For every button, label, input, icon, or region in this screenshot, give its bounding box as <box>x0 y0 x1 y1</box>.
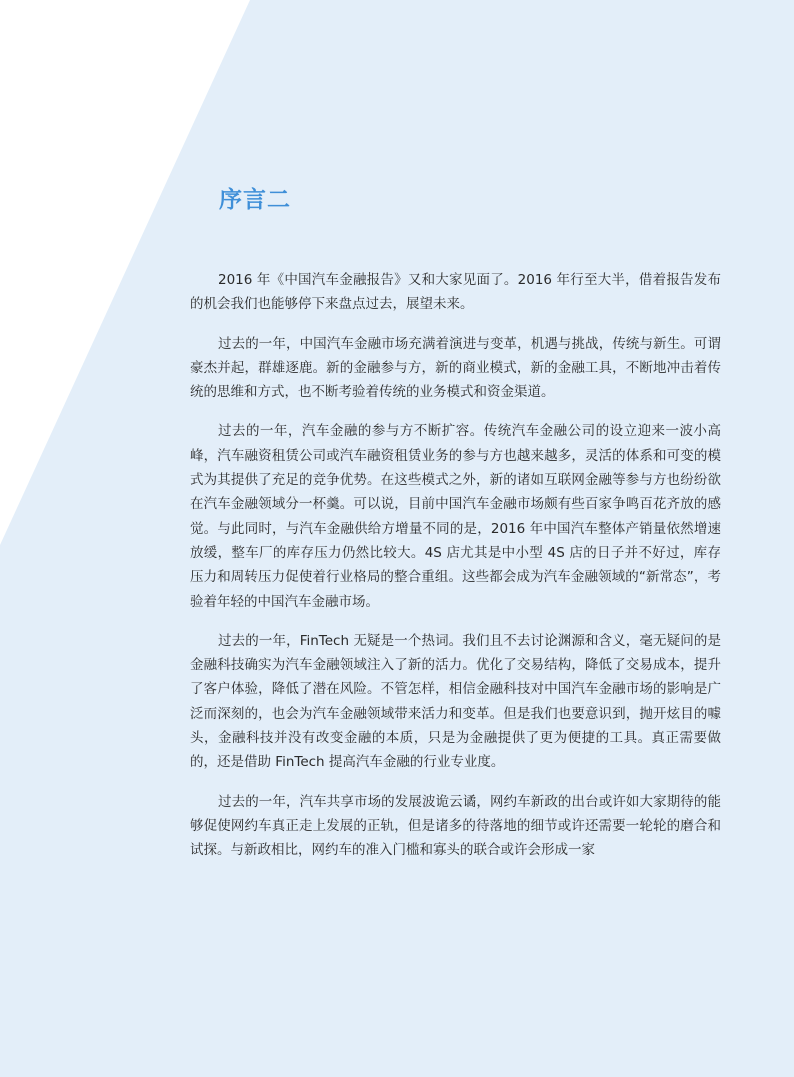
paragraph: 2016 年《中国汽车金融报告》又和大家见面了。2016 年行至大半，借着报告发布的机会我们也能够停下来盘点过去，展望未来。 <box>190 272 721 313</box>
paragraph: 过去的一年，汽车金融的参与方不断扩容。传统汽车金融公司的设立迎来一波小高峰，汽车融资租赁公司或汽车融资租赁业务的参与方也越来越多，灵活的体系和可变的模式为其提供了充足的竞争优势。在这些模式之外，新的诸如互联网金融等参与方也纷纷欲在汽车金融领域分一杯羹。可以说，目前中国汽车金融市场颇有些百家争鸣百花齐放的感觉。与此同时，与汽车金融供给方增量不同的是，2016 年中国汽车整体产销量依然增速放缓，整车厂的库存压力仍然比较大。4S 店尤其是中小型 4S 店的日子并不好过，库存压力和周转压力促使着行业格局的整合重组。这些都会成为汽车金融领域的“新常态”，考验着年轻的中国汽车金融市场。 <box>190 423 721 610</box>
paragraph: 过去的一年，FinTech 无疑是一个热词。我们且不去讨论渊源和含义，毫无疑问的是金融科技确实为汽车金融领域注入了新的活力。优化了交易结构，降低了交易成本，提升了客户体验，降低了潜在风险。不管怎样，相信金融科技对中国汽车金融市场的影响是广泛而深刻的，也会为汽车金融领域带来活力和变革。但是我们也要意识到，抛开炫目的噱头，金融科技并没有改变金融的本质，只是为金融提供了更为便捷的工具。真正需要做的，还是借助 FinTech 提高汽车金融的行业专业度。 <box>190 632 721 771</box>
paragraph: 过去的一年，汽车共享市场的发展波诡云谲，网约车新政的出台或许如大家期待的能够促使网约车真正走上发展的正轨，但是诸多的待落地的细节或许还需要一轮轮的磨合和试探。与新政相比，网约车的准入门槛和寡头的联合或许会形成一家 <box>190 793 721 859</box>
body-text <box>190 268 721 878</box>
paragraph: 过去的一年，中国汽车金融市场充满着演进与变革，机遇与挑战，传统与新生。可谓豪杰并起，群雄逐鹿。新的金融参与方，新的商业模式，新的金融工具，不断地冲击着传统的思维和方式，也不断考验着传统的业务模式和资金渠道。 <box>190 335 721 401</box>
page-title: 序言二 <box>219 187 291 213</box>
